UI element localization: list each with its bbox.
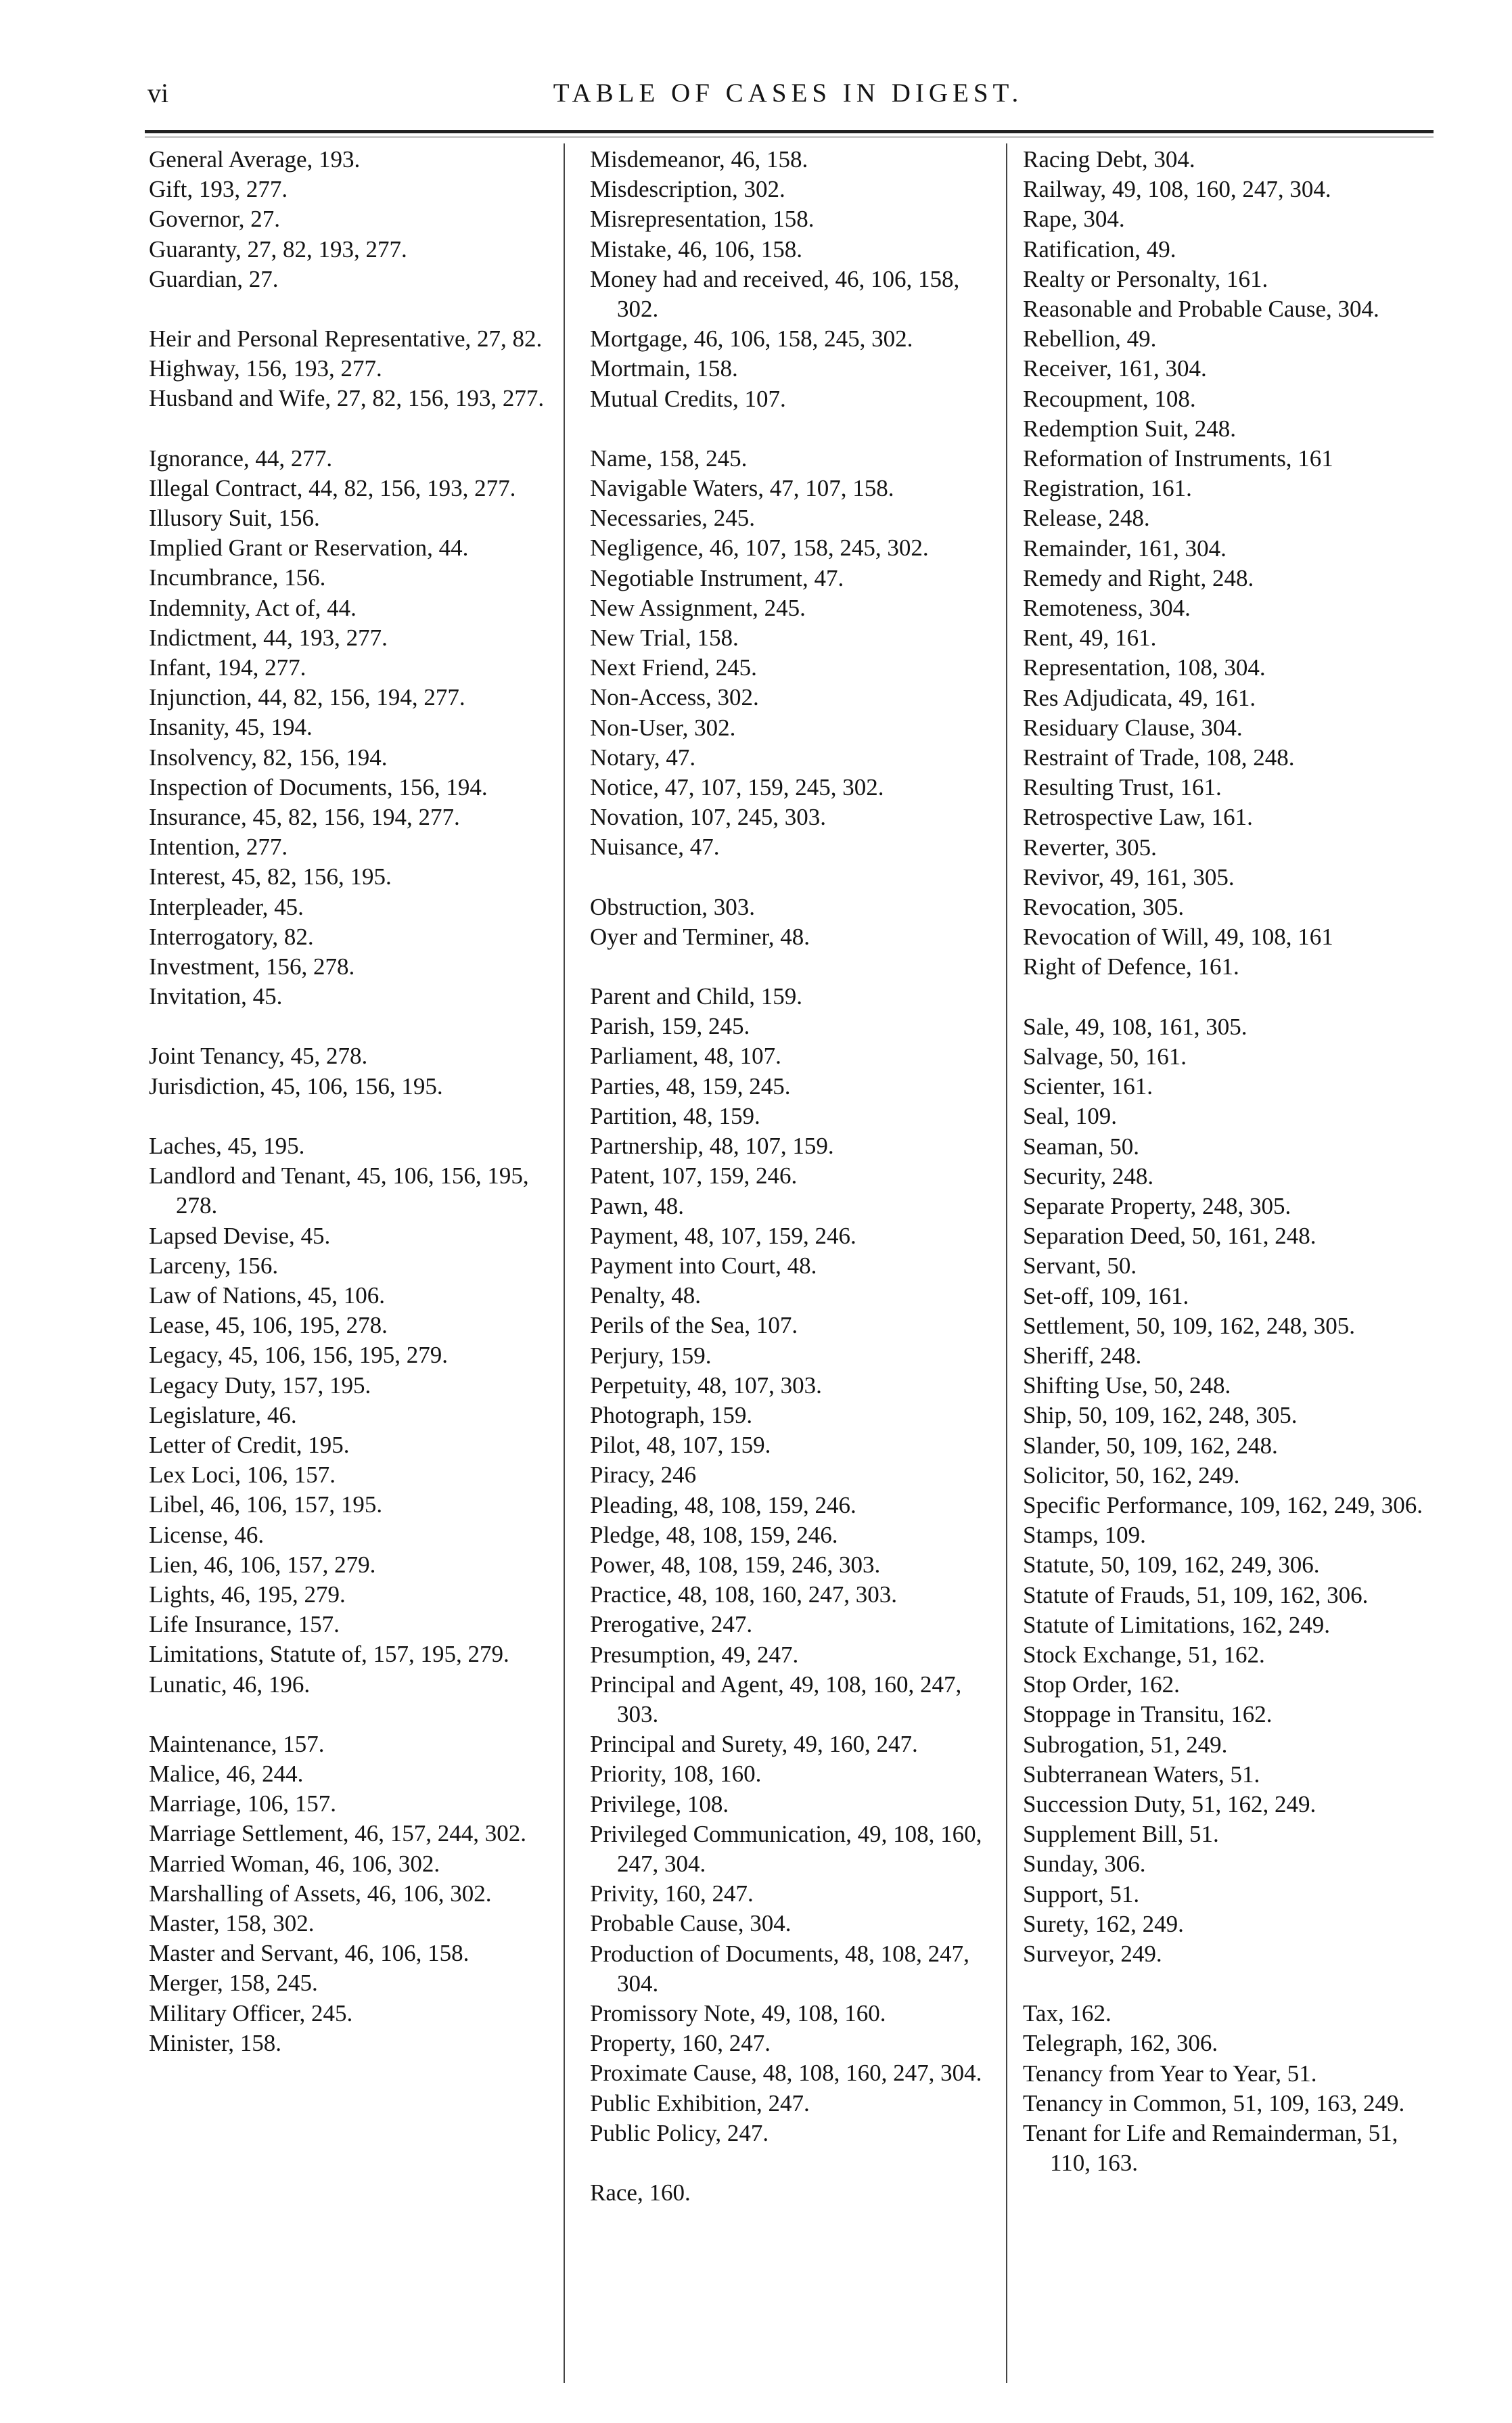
- index-entry: Succession Duty, 51, 162, 249.: [1023, 1790, 1316, 1817]
- index-entry: Specific Performance, 109, 162, 249, 306.: [1023, 1491, 1423, 1518]
- index-entry: Perpetuity, 48, 107, 303.: [590, 1372, 822, 1399]
- index-entry: Negligence, 46, 107, 158, 245, 302.: [590, 535, 929, 562]
- index-entry: Payment, 48, 107, 159, 246.: [590, 1222, 856, 1249]
- index-entry: Resulting Trust, 161.: [1023, 774, 1222, 801]
- index-column-1: [149, 145, 551, 2058]
- index-entry: Lien, 46, 106, 157, 279.: [149, 1551, 376, 1578]
- index-entry: Inspection of Documents, 156, 194.: [149, 773, 488, 800]
- index-entry: Invitation, 45.: [149, 983, 283, 1010]
- index-entry: Settlement, 50, 109, 162, 248, 305.: [1023, 1312, 1355, 1339]
- page-number: vi: [147, 78, 169, 108]
- index-entry: Shifting Use, 50, 248.: [1023, 1372, 1231, 1399]
- index-entry: Stamps, 109.: [1023, 1522, 1146, 1549]
- index-entry: Parties, 48, 159, 245.: [590, 1072, 791, 1100]
- index-entry: Reasonable and Probable Cause, 304.: [1023, 296, 1379, 323]
- index-entry: Residuary Clause, 304.: [1023, 714, 1243, 741]
- index-entry: Infant, 194, 277.: [149, 654, 306, 681]
- index-entry: Priority, 108, 160.: [590, 1761, 762, 1788]
- index-entry: Husband and Wife, 27, 82, 156, 193, 277.: [149, 385, 545, 412]
- index-entry: Incumbrance, 156.: [149, 564, 326, 591]
- index-entry: Sale, 49, 108, 161, 305.: [1023, 1013, 1247, 1040]
- index-entry: Subrogation, 51, 249.: [1023, 1731, 1228, 1758]
- index-entry: Scienter, 161.: [1023, 1073, 1153, 1100]
- index-entry: Malice, 46, 244.: [149, 1760, 304, 1787]
- index-entry: Property, 160, 247.: [590, 2030, 771, 2057]
- index-entry: Rebellion, 49.: [1023, 325, 1157, 353]
- column-divider-2: [1006, 143, 1007, 2383]
- index-entry: Realty or Personalty, 161.: [1023, 265, 1268, 292]
- index-entry: Seal, 109.: [1023, 1103, 1118, 1130]
- index-entry: Investment, 156, 278.: [149, 953, 355, 980]
- index-entry: Privity, 160, 247.: [590, 1880, 754, 1907]
- index-entry: Production of Documents, 48, 108, 247, 304.: [590, 1940, 969, 1997]
- column-divider-1: [564, 143, 565, 2383]
- index-entry: Governor, 27.: [149, 206, 280, 233]
- index-entry: Legacy, 45, 106, 156, 195, 279.: [149, 1342, 448, 1369]
- index-entry: Surety, 162, 249.: [1023, 1910, 1184, 1937]
- index-entry: Indemnity, Act of, 44.: [149, 594, 357, 621]
- index-entry: Minister, 158.: [149, 2029, 281, 2056]
- index-entry: Obstruction, 303.: [590, 893, 756, 920]
- index-entry: Stoppage in Transitu, 162.: [1023, 1701, 1273, 1728]
- index-entry: Illusory Suit, 156.: [149, 505, 320, 532]
- index-entry: Novation, 107, 245, 303.: [590, 804, 827, 831]
- index-entry: Photograph, 159.: [590, 1401, 753, 1428]
- index-entry: Privileged Communication, 49, 108, 160, 247, 304.: [590, 1820, 982, 1877]
- index-entry: Perjury, 159.: [590, 1342, 712, 1369]
- index-entry: Lex Loci, 106, 157.: [149, 1462, 336, 1489]
- index-entry: Life Insurance, 157.: [149, 1611, 340, 1638]
- index-entry: Interpleader, 45.: [149, 893, 304, 920]
- index-entry: Redemption Suit, 248.: [1023, 415, 1236, 442]
- index-entry: Tax, 162.: [1023, 2000, 1112, 2027]
- index-entry: Non-Access, 302.: [590, 684, 759, 711]
- index-entry: Registration, 161.: [1023, 475, 1192, 502]
- index-entry: Interest, 45, 82, 156, 195.: [149, 863, 392, 890]
- index-entry: Tenancy from Year to Year, 51.: [1023, 2060, 1317, 2087]
- index-entry: Tenancy in Common, 51, 109, 163, 249.: [1023, 2089, 1405, 2116]
- index-entry: Surveyor, 249.: [1023, 1940, 1162, 1967]
- index-entry: Race, 160.: [590, 2179, 691, 2206]
- index-entry: Public Exhibition, 247.: [590, 2089, 810, 2116]
- index-entry: Practice, 48, 108, 160, 247, 303.: [590, 1581, 897, 1608]
- index-entry: Marriage Settlement, 46, 157, 244, 302.: [149, 1820, 526, 1847]
- index-entry: Set-off, 109, 161.: [1023, 1282, 1189, 1309]
- index-entry: Merger, 158, 245.: [149, 1970, 318, 1997]
- index-entry: Notary, 47.: [590, 744, 696, 771]
- index-entry: Marriage, 106, 157.: [149, 1790, 337, 1817]
- index-column-3: [1023, 145, 1437, 2178]
- index-entry: Revocation of Will, 49, 108, 161: [1023, 924, 1333, 951]
- index-entry: New Assignment, 245.: [590, 594, 806, 621]
- index-entry: Prerogative, 247.: [590, 1611, 753, 1638]
- index-entry: New Trial, 158.: [590, 625, 739, 652]
- index-entry: Representation, 108, 304.: [1023, 654, 1266, 681]
- index-entry: Mortmain, 158.: [590, 355, 738, 382]
- index-entry: Solicitor, 50, 162, 249.: [1023, 1462, 1240, 1489]
- index-entry: Right of Defence, 161.: [1023, 953, 1239, 980]
- index-entry: Negotiable Instrument, 47.: [590, 564, 844, 591]
- index-entry: Power, 48, 108, 159, 246, 303.: [590, 1551, 881, 1578]
- index-entry: License, 46.: [149, 1521, 265, 1548]
- index-entry: Nuisance, 47.: [590, 834, 720, 861]
- index-entry: Master and Servant, 46, 106, 158.: [149, 1940, 469, 1967]
- index-entry: Privilege, 108.: [590, 1790, 729, 1817]
- index-entry: Pledge, 48, 108, 159, 246.: [590, 1521, 838, 1548]
- page-header: [135, 73, 1441, 120]
- index-entry: Illegal Contract, 44, 82, 156, 193, 277.: [149, 474, 516, 501]
- index-entry: Ignorance, 44, 277.: [149, 445, 333, 472]
- index-entry: Remainder, 161, 304.: [1023, 535, 1227, 562]
- index-entry: Release, 248.: [1023, 505, 1150, 532]
- index-entry: Pawn, 48.: [590, 1192, 685, 1219]
- index-entry: Pleading, 48, 108, 159, 246.: [590, 1491, 856, 1518]
- index-entry: Principal and Surety, 49, 160, 247.: [590, 1731, 918, 1758]
- index-entry: Payment into Court, 48.: [590, 1252, 817, 1279]
- index-entry: Tenant for Life and Remainderman, 51, 110, 163.: [1023, 2120, 1398, 2177]
- index-entry: Legacy Duty, 157, 195.: [149, 1372, 371, 1399]
- index-entry: Lunatic, 46, 196.: [149, 1671, 311, 1698]
- index-entry: Principal and Agent, 49, 108, 160, 247, 303.: [590, 1671, 962, 1727]
- index-entry: Reverter, 305.: [1023, 834, 1157, 861]
- index-entry: Laches, 45, 195.: [149, 1132, 305, 1159]
- index-entry: Proximate Cause, 48, 108, 160, 247, 304.: [590, 2060, 982, 2087]
- running-title: TABLE OF CASES IN DIGEST.: [553, 78, 1024, 108]
- index-entry: Heir and Personal Representative, 27, 82.: [149, 325, 543, 353]
- index-entry: Partition, 48, 159.: [590, 1102, 760, 1129]
- index-entry: Statute of Limitations, 162, 249.: [1023, 1611, 1330, 1638]
- index-entry: Patent, 107, 159, 246.: [590, 1162, 798, 1190]
- index-entry: Sheriff, 248.: [1023, 1342, 1142, 1369]
- index-entry: Implied Grant or Reservation, 44.: [149, 535, 469, 562]
- index-entry: Rent, 49, 161.: [1023, 625, 1157, 652]
- index-entry: Notice, 47, 107, 159, 245, 302.: [590, 774, 884, 801]
- index-entry: Racing Debt, 304.: [1023, 146, 1195, 173]
- index-entry: Indictment, 44, 193, 277.: [149, 624, 388, 651]
- index-entry: Security, 248.: [1023, 1162, 1154, 1190]
- index-entry: Money had and received, 46, 106, 158, 302.: [590, 265, 960, 323]
- index-entry: Supplement Bill, 51.: [1023, 1821, 1219, 1848]
- index-entry: Misdemeanor, 46, 158.: [590, 146, 808, 173]
- index-entry: Necessaries, 245.: [590, 505, 755, 532]
- index-entry: Reformation of Instruments, 161: [1023, 445, 1333, 472]
- index-entry: Mortgage, 46, 106, 158, 245, 302.: [590, 325, 913, 353]
- index-entry: Piracy, 246: [590, 1462, 697, 1489]
- index-entry: Seaman, 50.: [1023, 1133, 1140, 1160]
- index-entry: Promissory Note, 49, 108, 160.: [590, 1999, 886, 2026]
- index-entry: Presumption, 49, 247.: [590, 1641, 799, 1668]
- index-entry: Guardian, 27.: [149, 265, 279, 292]
- index-entry: Restraint of Trade, 108, 248.: [1023, 744, 1295, 771]
- index-entry: Next Friend, 245.: [590, 654, 757, 681]
- index-entry: Jurisdiction, 45, 106, 156, 195.: [149, 1072, 443, 1100]
- index-entry: Recoupment, 108.: [1023, 385, 1196, 412]
- index-entry: Oyer and Terminer, 48.: [590, 923, 810, 950]
- index-entry: Parish, 159, 245.: [590, 1013, 750, 1040]
- index-entry: Res Adjudicata, 49, 161.: [1023, 684, 1256, 711]
- index-entry: Telegraph, 162, 306.: [1023, 2030, 1218, 2057]
- index-entry: Statute of Frauds, 51, 109, 162, 306.: [1023, 1581, 1369, 1608]
- index-entry: Receiver, 161, 304.: [1023, 355, 1207, 382]
- index-entry: Separation Deed, 50, 161, 248.: [1023, 1223, 1316, 1250]
- index-entry: Insurance, 45, 82, 156, 194, 277.: [149, 804, 460, 831]
- index-entry: Landlord and Tenant, 45, 106, 156, 195, 278.: [149, 1162, 529, 1219]
- index-entry: Lease, 45, 106, 195, 278.: [149, 1312, 388, 1339]
- index-entry: Separate Property, 248, 305.: [1023, 1192, 1291, 1219]
- index-entry: Married Woman, 46, 106, 302.: [149, 1850, 440, 1877]
- index-entry: Insanity, 45, 194.: [149, 714, 313, 741]
- index-entry: Ratification, 49.: [1023, 235, 1176, 263]
- index-entry: Remedy and Right, 248.: [1023, 564, 1254, 591]
- index-entry: Misdescription, 302.: [590, 176, 785, 203]
- index-entry: Retrospective Law, 161.: [1023, 804, 1253, 831]
- index-entry: Mutual Credits, 107.: [590, 385, 786, 412]
- index-entry: Law of Nations, 45, 106.: [149, 1282, 385, 1309]
- index-entry: Interrogatory, 82.: [149, 923, 314, 950]
- index-entry: Name, 158, 245.: [590, 445, 748, 472]
- index-column-2: [590, 145, 992, 2208]
- index-entry: Lapsed Devise, 45.: [149, 1222, 331, 1249]
- index-entry: Insolvency, 82, 156, 194.: [149, 744, 388, 771]
- index-entry: Injunction, 44, 82, 156, 194, 277.: [149, 684, 465, 711]
- index-entry: Libel, 46, 106, 157, 195.: [149, 1491, 383, 1518]
- index-entry: Salvage, 50, 161.: [1023, 1043, 1187, 1070]
- index-entry: Military Officer, 245.: [149, 1999, 353, 2026]
- index-entry: Penalty, 48.: [590, 1282, 701, 1309]
- index-entry: Statute, 50, 109, 162, 249, 306.: [1023, 1552, 1320, 1579]
- index-entry: Limitations, Statute of, 157, 195, 279.: [149, 1641, 509, 1668]
- index-entry: Guaranty, 27, 82, 193, 277.: [149, 235, 407, 263]
- index-entry: Lights, 46, 195, 279.: [149, 1581, 346, 1608]
- index-entry: Larceny, 156.: [149, 1252, 279, 1279]
- index-entry: Marshalling of Assets, 46, 106, 302.: [149, 1880, 492, 1907]
- index-entry: Stop Order, 162.: [1023, 1671, 1180, 1698]
- index-entry: Slander, 50, 109, 162, 248.: [1023, 1432, 1278, 1459]
- index-entry: Public Policy, 247.: [590, 2119, 769, 2146]
- index-entry: Misrepresentation, 158.: [590, 206, 815, 233]
- index-entry: Joint Tenancy, 45, 278.: [149, 1043, 368, 1070]
- index-entry: Revocation, 305.: [1023, 894, 1185, 921]
- index-entry: Ship, 50, 109, 162, 248, 305.: [1023, 1402, 1298, 1429]
- index-entry: Remoteness, 304.: [1023, 595, 1191, 622]
- index-entry: Letter of Credit, 195.: [149, 1431, 350, 1458]
- index-entry: Navigable Waters, 47, 107, 158.: [590, 475, 894, 502]
- index-entry: Servant, 50.: [1023, 1252, 1137, 1280]
- index-entry: Support, 51.: [1023, 1880, 1140, 1907]
- index-entry: Sunday, 306.: [1023, 1851, 1146, 1878]
- index-entry: Revivor, 49, 161, 305.: [1023, 863, 1235, 890]
- index-entry: Highway, 156, 193, 277.: [149, 355, 382, 382]
- index-entry: General Average, 193.: [149, 146, 361, 173]
- index-entry: Parliament, 48, 107.: [590, 1043, 781, 1070]
- index-entry: Parent and Child, 159.: [590, 983, 802, 1010]
- index-entry: Maintenance, 157.: [149, 1730, 325, 1757]
- index-entry: Subterranean Waters, 51.: [1023, 1761, 1260, 1788]
- header-rule-thick: [145, 130, 1434, 133]
- index-entry: Gift, 193, 277.: [149, 176, 288, 203]
- index-entry: Railway, 49, 108, 160, 247, 304.: [1023, 176, 1331, 203]
- index-entry: Intention, 277.: [149, 834, 288, 861]
- index-entry: Probable Cause, 304.: [590, 1910, 792, 1937]
- index-entry: Non-User, 302.: [590, 714, 736, 741]
- index-entry: Legislature, 46.: [149, 1401, 297, 1428]
- index-entry: Mistake, 46, 106, 158.: [590, 235, 803, 263]
- index-entry: Master, 158, 302.: [149, 1909, 315, 1937]
- index-entry: Pilot, 48, 107, 159.: [590, 1432, 771, 1459]
- index-entry: Partnership, 48, 107, 159.: [590, 1133, 834, 1160]
- index-entry: Rape, 304.: [1023, 206, 1125, 233]
- index-entry: Stock Exchange, 51, 162.: [1023, 1641, 1265, 1668]
- index-entry: Perils of the Sea, 107.: [590, 1312, 798, 1339]
